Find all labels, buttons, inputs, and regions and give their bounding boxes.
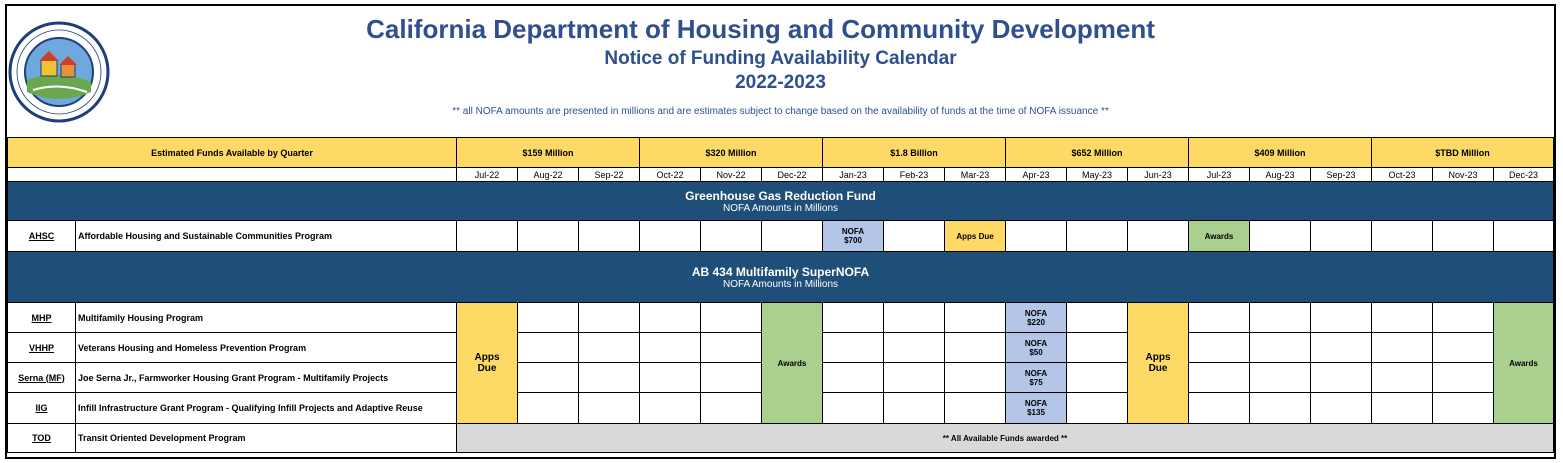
nofa-cell: [823, 221, 884, 252]
awards-cell: Awards: [1189, 221, 1250, 252]
nofa-label: NOFA: [1024, 399, 1048, 408]
fiscal-years: 2022-2023: [735, 72, 826, 93]
month-row-spacer: [8, 168, 457, 182]
month-header: Aug-23: [1250, 168, 1311, 182]
program-name: Transit Oriented Development Program: [76, 424, 457, 453]
calendar-cell: [518, 393, 579, 424]
calendar-cell: [823, 303, 884, 333]
calendar-cell: [945, 393, 1006, 424]
section-band-ggrf: [8, 182, 1554, 221]
month-header: Apr-23: [1006, 168, 1067, 182]
nofa-cell: [1006, 393, 1067, 424]
calendar-cell: [1250, 393, 1311, 424]
calendar-cell: [1189, 393, 1250, 424]
quarter-total: $159 Million: [457, 138, 640, 168]
calendar-cell: [1067, 221, 1128, 252]
calendar-cell: [518, 303, 579, 333]
funds-awarded-notice: ** All Available Funds awarded **: [457, 424, 1554, 453]
calendar-cell: [1372, 393, 1433, 424]
section-band-supernofa: [8, 252, 1554, 303]
calendar-cell: [945, 363, 1006, 393]
calendar-cell: [701, 303, 762, 333]
month-header: Oct-22: [640, 168, 701, 182]
calendar-cell: [701, 393, 762, 424]
month-header: Mar-23: [945, 168, 1006, 182]
calendar-cell: [762, 221, 823, 252]
calendar-cell: [1433, 221, 1494, 252]
apps-due-cell: Apps Due: [945, 221, 1006, 252]
calendar-cell: [1311, 393, 1372, 424]
month-header: Sep-23: [1311, 168, 1372, 182]
calendar-cell: [518, 333, 579, 363]
calendar-cell: [884, 393, 945, 424]
awards-cell: Awards: [762, 303, 823, 424]
nofa-cell: [1006, 333, 1067, 363]
calendar-cell: [884, 221, 945, 252]
nofa-label: NOFA: [1024, 368, 1048, 378]
calendar-cell: [640, 303, 701, 333]
nofa-amount: $50: [1029, 347, 1043, 357]
calendar-cell: [1433, 363, 1494, 393]
calendar-title: Notice of Funding Availability Calendar: [604, 48, 957, 69]
program-name: Infill Infrastructure Grant Program - Qualifying Infill Projects and Adaptive Reuse: [76, 393, 457, 424]
calendar-cell: [945, 333, 1006, 363]
calendar-cell: [701, 363, 762, 393]
department-title: California Department of Housing and Community Development: [366, 14, 1155, 44]
month-header: May-23: [1067, 168, 1128, 182]
calendar-cell: [884, 363, 945, 393]
calendar-cell: [945, 303, 1006, 333]
nofa-cell: [1006, 363, 1067, 393]
month-header: Aug-22: [518, 168, 579, 182]
calendar-cell: [823, 393, 884, 424]
calendar-cell: [1067, 393, 1128, 424]
section-title: Greenhouse Gas Reduction Fund: [685, 188, 876, 203]
nofa-label: NOFA: [1024, 308, 1048, 318]
header: [7, 6, 1554, 139]
calendar-frame: [5, 4, 1556, 459]
calendar-cell: [1189, 333, 1250, 363]
month-header: Feb-23: [884, 168, 945, 182]
calendar-cell: [1128, 221, 1189, 252]
month-header: Sep-22: [579, 168, 640, 182]
calendar-cell: [1311, 303, 1372, 333]
calendar-cell: [884, 333, 945, 363]
calendar-cell: [1433, 393, 1494, 424]
section-title: AB 434 Multifamily SuperNOFA: [691, 264, 870, 279]
section-heading: [8, 182, 1554, 221]
calendar-cell: [518, 221, 579, 252]
calendar-cell: [823, 333, 884, 363]
calendar-cell: [1372, 303, 1433, 333]
month-row: [8, 168, 1554, 182]
program-code-link[interactable]: MHP: [8, 303, 76, 333]
program-name: Joe Serna Jr., Farmworker Housing Grant Program - Multifamily Projects: [76, 363, 457, 393]
program-row-ahsc: [8, 221, 1554, 252]
month-header: Jan-23: [823, 168, 884, 182]
calendar-cell: [1067, 303, 1128, 333]
calendar-cell: [1067, 363, 1128, 393]
month-header: Oct-23: [1372, 168, 1433, 182]
program-code-link[interactable]: TOD: [8, 424, 76, 453]
program-name: Veterans Housing and Homeless Prevention Program: [76, 333, 457, 363]
month-header: Dec-22: [762, 168, 823, 182]
calendar-cell: [640, 393, 701, 424]
quarter-row-label: Estimated Funds Available by Quarter: [8, 138, 457, 168]
apps-due-line: Due: [477, 363, 497, 374]
quarter-total: $652 Million: [1006, 138, 1189, 168]
calendar-cell: [701, 221, 762, 252]
calendar-cell: [1433, 333, 1494, 363]
nofa-amount: $700: [844, 236, 862, 245]
funding-calendar-table: [7, 137, 1554, 453]
apps-due-line: Apps: [474, 352, 500, 363]
calendar-cell: [1311, 333, 1372, 363]
program-code-link[interactable]: AHSC: [8, 221, 76, 252]
calendar-cell: [1433, 303, 1494, 333]
section-heading: [8, 252, 1554, 303]
month-header: Jul-23: [1189, 168, 1250, 182]
calendar-cell: [1311, 363, 1372, 393]
amounts-disclaimer: ** all NOFA amounts are presented in millions and are estimates subject to change based on the availability of funds at the time of NOFA issuance **: [452, 106, 1109, 117]
quarter-total: $TBD Million: [1372, 138, 1554, 168]
apps-due-line: Due: [1148, 363, 1168, 374]
month-header: Nov-22: [701, 168, 762, 182]
program-row-tod: [8, 424, 1554, 453]
calendar-cell: [1250, 333, 1311, 363]
nofa-label: NOFA: [1024, 338, 1048, 348]
calendar-cell: [823, 363, 884, 393]
calendar-cell: [579, 363, 640, 393]
calendar-cell: [1494, 221, 1554, 252]
program-code-link[interactable]: IIG: [8, 393, 76, 424]
month-header: Jun-23: [1128, 168, 1189, 182]
calendar-cell: [1006, 221, 1067, 252]
quarter-total: $409 Million: [1189, 138, 1372, 168]
calendar-cell: [1189, 303, 1250, 333]
calendar-cell: [579, 221, 640, 252]
calendar-cell: [1372, 363, 1433, 393]
program-name: Multifamily Housing Program: [76, 303, 457, 333]
calendar-cell: [640, 221, 701, 252]
apps-due-cell: [1128, 303, 1189, 424]
calendar-cell: [579, 393, 640, 424]
calendar-cell: [1250, 221, 1311, 252]
calendar-cell: [640, 363, 701, 393]
calendar-cell: [579, 303, 640, 333]
section-subtitle: NOFA Amounts in Millions: [722, 278, 839, 290]
calendar-cell: [579, 333, 640, 363]
calendar-cell: [1189, 363, 1250, 393]
program-code-link[interactable]: VHHP: [8, 333, 76, 363]
calendar-cell: [884, 303, 945, 333]
calendar-cell: [1372, 333, 1433, 363]
month-header: Dec-23: [1494, 168, 1554, 182]
calendar-cell: [701, 333, 762, 363]
calendar-cell: [1250, 303, 1311, 333]
section-subtitle: NOFA Amounts in Millions: [722, 202, 839, 214]
nofa-cell: [1006, 303, 1067, 333]
quarter-row: [8, 138, 1554, 168]
calendar-cell: [518, 363, 579, 393]
month-header: Nov-23: [1433, 168, 1494, 182]
nofa-amount: $220: [1027, 317, 1045, 327]
nofa-label: NOFA: [841, 227, 865, 236]
month-header: Jul-22: [457, 168, 518, 182]
nofa-amount: $135: [1027, 408, 1045, 417]
calendar-cell: [1067, 333, 1128, 363]
calendar-cell: [640, 333, 701, 363]
quarter-total: $320 Million: [640, 138, 823, 168]
nofa-amount: $75: [1029, 377, 1043, 387]
calendar-cell: [457, 221, 518, 252]
awards-cell: Awards: [1494, 303, 1554, 424]
program-code-link[interactable]: Serna (MF): [8, 363, 76, 393]
quarter-total: $1.8 Billion: [823, 138, 1006, 168]
calendar-cell: [1311, 221, 1372, 252]
calendar-cell: [1250, 363, 1311, 393]
program-row-mhp: [8, 303, 1554, 333]
program-name: Affordable Housing and Sustainable Communities Program: [76, 221, 457, 252]
apps-due-line: Apps: [1145, 352, 1171, 363]
apps-due-cell: [457, 303, 518, 424]
calendar-cell: [1372, 221, 1433, 252]
